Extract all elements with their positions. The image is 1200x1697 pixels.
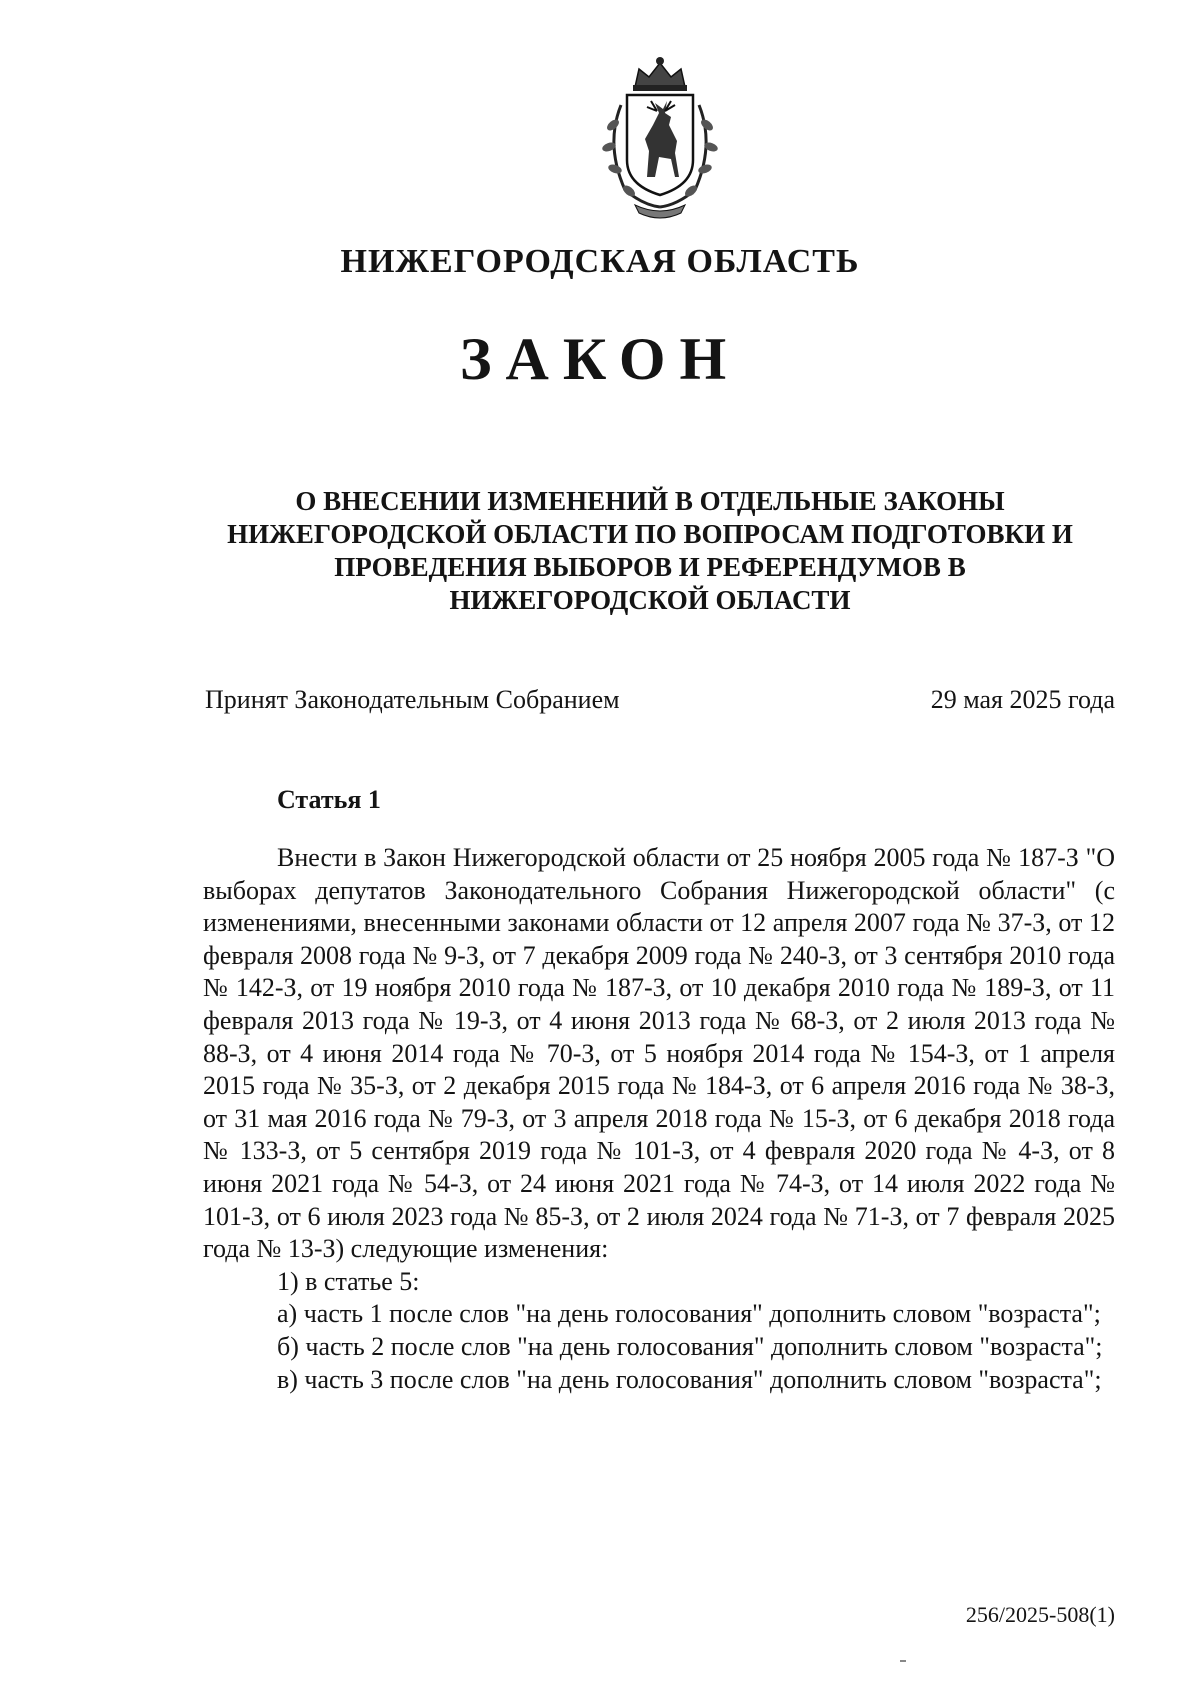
adoption-date: 29 мая 2025 года — [930, 685, 1115, 714]
adopted-by: Принят Законодательным Собранием — [205, 685, 620, 714]
adoption-line — [205, 685, 1115, 717]
list-item: 1) в статье 5: — [277, 1266, 420, 1296]
list-item: б) часть 2 после слов "на день голосования" дополнить словом "возраста"; — [277, 1331, 1103, 1361]
document-registration-code: 256/2025-508(1) — [965, 1602, 1115, 1627]
list-item: а) часть 1 после слов "на день голосования" дополнить словом "возраста"; — [277, 1299, 1101, 1329]
list-item: в) часть 3 после слов "на день голосования" дополнить словом "возраста"; — [277, 1364, 1102, 1394]
law-title-line: ПРОВЕДЕНИЯ ВЫБОРОВ И РЕФЕРЕНДУМОВ В — [334, 552, 966, 582]
law-title-line: НИЖЕГОРОДСКОЙ ОБЛАСТИ ПО ВОПРОСАМ ПОДГОТОВКИ И — [227, 519, 1073, 549]
article-heading: Статья 1 — [277, 785, 381, 814]
law-title-line: О ВНЕСЕНИИ ИЗМЕНЕНИЙ В ОТДЕЛЬНЫЕ ЗАКОНЫ — [295, 486, 1005, 516]
law-title — [200, 485, 1100, 617]
article-intro-paragraph: Внести в Закон Нижегородской области от 25 ноября 2005 года № 187-З "О выборах депутатов Законодательного Собрания Нижегородской области" (с изменениями, внесенными законами области от 12 апреля 2007 года № 37-З, от 12 февраля 2008 года № 9-З, от 7 декабря 2009 года № 240-З, от 3 сентября 2010 года № 142-З, от 19 ноября 2010 года № 187-З, от 10 декабря 2010 года № 189-З, от 11 февраля 2013 года № 19-З, от 4 июня 2013 года № 68-З, от 2 июля 2013 года № 88-З, от 4 июня 2014 года № 70-З, от 5 ноября 2014 года № 154-З, от 1 апреля 2015 года № 35-З, от 2 декабря 2015 года № 184-З, от 6 апреля 2016 года № 38-З, от 31 мая 2016 года № 79-З, от 3 апреля 2018 года № 15-З, от 6 декабря 2018 года № 133-З, от 5 сентября 2019 года № 101-З, от 4 февраля 2020 года № 4-З, от 8 июня 2021 года № 54-З, от 24 июня 2021 года № 74-З, от 14 июля 2022 года № 101-З, от 6 июля 2023 года № 85-З, от 2 июля 2024 года № 71-З, от 7 февраля 2025 года № 13-З) следующие изменения: — [203, 843, 1115, 1264]
document-type-title: ЗАКОН — [459, 326, 741, 392]
scan-speck — [900, 1660, 906, 1662]
coat-of-arms-icon — [585, 55, 735, 220]
article-body — [203, 842, 1115, 1396]
law-title-line: НИЖЕГОРОДСКОЙ ОБЛАСТИ — [449, 585, 851, 615]
region-title: НИЖЕГОРОДСКАЯ ОБЛАСТЬ — [340, 243, 860, 280]
